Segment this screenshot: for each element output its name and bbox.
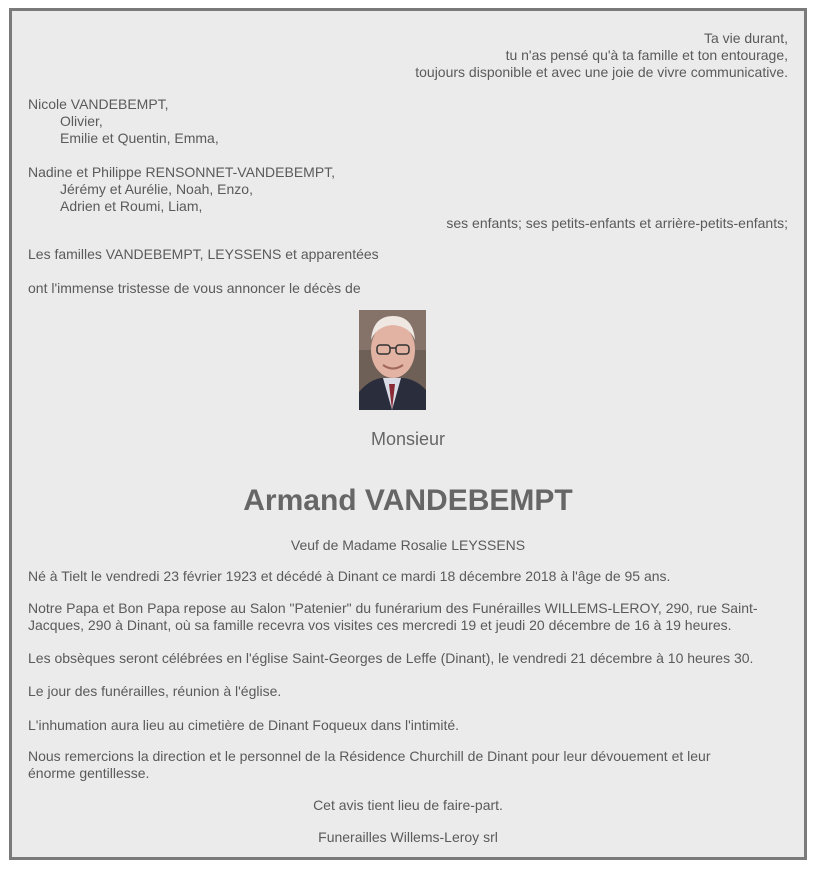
family-nicole: Nicole VANDEBEMPT, [28, 96, 169, 112]
footer-notice: Cet avis tient lieu de faire-part. [313, 797, 503, 813]
detail-thanks: Nous remercions la direction et le personnel de la Résidence Churchill de Dinant pour leur dévouement et leur énorme gentillesse. [28, 748, 711, 781]
quote-line-1: Ta vie durant, [703, 30, 788, 46]
family-olivier: Olivier, [60, 113, 103, 129]
deceased-widower: Veuf de Madame Rosalie LEYSSENS [290, 537, 526, 553]
obituary-body [28, 11, 788, 857]
detail-funeral: Les obsèques seront célébrées en l'église Saint-Georges de Leffe (Dinant), le vendredi 21 décembre à 10 heures 30. [28, 650, 754, 666]
family-nadine: Nadine et Philippe RENSONNET-VANDEBEMPT, [28, 164, 336, 180]
detail-birth: Né à Tielt le vendredi 23 février 1923 et décédé à Dinant ce mardi 18 décembre 2018 à l'âge de 95 ans. [28, 568, 671, 584]
obituary-card [9, 8, 807, 860]
family-families: Les familles VANDEBEMPT, LEYSSENS et apparentées [28, 246, 379, 262]
footer-company: Funerailles Willems-Leroy srl [318, 829, 498, 845]
quote-line-3: toujours disponible et avec une joie de vivre communicative. [415, 64, 788, 80]
family-adrien: Adrien et Roumi, Liam, [60, 198, 203, 214]
detail-meeting: Le jour des funérailles, réunion à l'église. [28, 683, 282, 699]
deceased-name: Armand VANDEBEMPT [243, 484, 573, 517]
family-emilie: Emilie et Quentin, Emma, [60, 130, 219, 146]
family-jeremy: Jérémy et Aurélie, Noah, Enzo, [60, 181, 253, 197]
family-relation: ses enfants; ses petits-enfants et arrière-petits-enfants; [446, 215, 788, 231]
detail-rest: Notre Papa et Bon Papa repose au Salon "Patenier" du funérarium des Funérailles WILLEMS-LEROY, 290, rue Saint-Jacques, 290 à Dinant, où sa famille recevra vos visites ces mercredi 19 et jeudi 20 décembre de 16 à 19 heures. [28, 600, 758, 633]
quote-line-2: tu n'as pensé qu'à ta famille et ton entourage, [505, 47, 788, 63]
detail-burial: L'inhumation aura lieu au cimetière de Dinant Foqueux dans l'intimité. [28, 717, 460, 733]
announcement: ont l'immense tristesse de vous annoncer le décès de [28, 280, 361, 296]
deceased-title: Monsieur [370, 429, 446, 449]
